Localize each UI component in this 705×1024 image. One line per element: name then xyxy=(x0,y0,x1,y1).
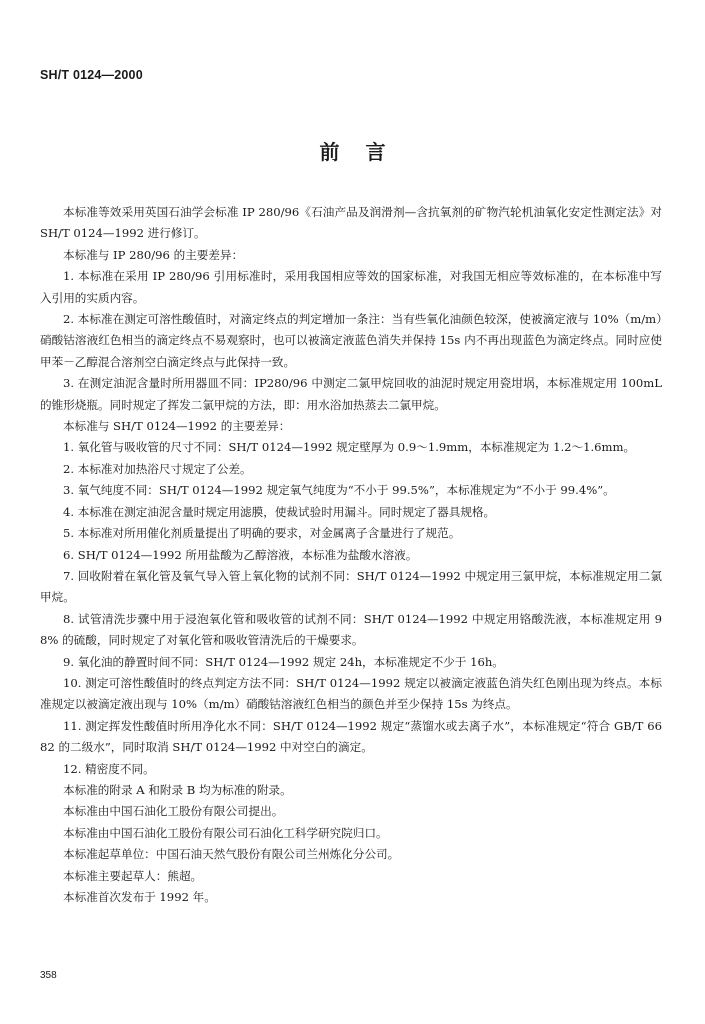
paragraph-sh-diff-3: 3. 氧气纯度不同：SH/T 0124—1992 规定氧气纯度为“不小于 99.5%”，本标准规定为“不小于 99.4%”。 xyxy=(63,483,615,498)
paragraph-sh-diff-9: 9. 氧化油的静置时间不同：SH/T 0124—1992 规定 24h，本标准规定不少于 16h。 xyxy=(63,654,504,669)
paragraph-sh-diff-2: 2. 本标准对加热浴尺寸规定了公差。 xyxy=(63,461,252,476)
paragraph-sh-diff-4: 4. 本标准在测定油泥含量时规定用滤膜，使裁试验时用漏斗。同时规定了器具规格。 xyxy=(63,504,496,519)
paragraph-ip-diff-1: 1. 本标准在采用 IP 280/96 引用标准时，采用我国相应等效的国家标准，对我国无相应等效标准的，在本标准中写入引用的实质内容。 xyxy=(40,269,662,305)
paragraph-sh-diff-5: 5. 本标准对所用催化剂质量提出了明确的要求，对金属离子含量进行了规范。 xyxy=(63,526,461,541)
paragraph-drafting-unit: 本标准起草单位：中国石油天然气股份有限公司兰州炼化分公司。 xyxy=(63,847,400,862)
standard-code-header: SH/T 0124—2000 xyxy=(40,68,143,82)
paragraph-administrator: 本标准由中国石油化工股份有限公司石油化工科学研究院归口。 xyxy=(63,825,388,840)
paragraph-first-issue: 本标准首次发布于 1992 年。 xyxy=(63,890,216,904)
paragraph-sh-diff-1: 1. 氧化管与吸收管的尺寸不同：SH/T 0124—1992 规定壁厚为 0.9～1.9mm，本标准规定为 1.2～1.6mm。 xyxy=(63,440,636,455)
paragraph-intro: 本标准等效采用英国石油学会标准 IP 280/96《石油产品及润滑剂—含抗氧剂的矿物汽轮机油氧化安定性测定法》对 SH/T 0124—1992 进行修订。 xyxy=(40,205,662,241)
page-number: 358 xyxy=(40,970,57,981)
page-title: 前言 xyxy=(319,140,412,164)
paragraph-proposer: 本标准由中国石油化工股份有限公司提出。 xyxy=(63,804,284,819)
paragraph-ip-diff-2: 2. 本标准在测定可溶性酸值时，对滴定终点的判定增加一条注：当有些氧化油颜色较深，使被滴定液与 10%（m/m）硝酸钴溶液红色相当的滴定终点不易观察时，也可以被滴定液蓝色消失并保持 15s 内不再出现蓝色为滴定终点。同时应使甲苯－乙醇混合溶剂空白滴定终点与此保持一致。 xyxy=(40,312,662,369)
paragraph-sh-diff-10: 10. 测定可溶性酸值时的终点判定方法不同：SH/T 0124—1992 规定以被滴定液蓝色消失红色刚出现为终点。本标准规定以被滴定液出现与 10%（m/m）硝酸钴溶液红色相当的颜色并至少保持 15s 为终点。 xyxy=(40,675,662,712)
paragraph-sh-diff-11: 11. 测定挥发性酸值时所用净化水不同：SH/T 0124—1992 规定“蒸馏水或去离子水”，本标准规定“符合 GB/T 6682 的二级水”，同时取消 SH/T 0124—1992 中对空白的滴定。 xyxy=(40,718,662,755)
paragraph-sh-diff-12: 12. 精密度不同。 xyxy=(63,761,155,776)
paragraph-sh-diff-6: 6. SH/T 0124—1992 所用盐酸为乙醇溶液，本标准为盐酸水溶液。 xyxy=(63,547,418,562)
paragraph-sh-diff-8: 8. 试管清洗步骤中用于浸泡氧化管和吸收管的试剂不同：SH/T 0124—1992 中规定用铬酸洗液，本标准规定用 98% 的硫酸，同时规定了对氧化管和吸收管清洗后的干燥要求。 xyxy=(40,611,662,648)
paragraph-drafter: 本标准主要起草人：熊超。 xyxy=(63,868,203,883)
paragraph-ip-diff-heading: 本标准与 IP 280/96 的主要差异： xyxy=(63,247,244,262)
paragraph-appendix-note: 本标准的附录 A 和附录 B 均为标准的附录。 xyxy=(63,782,292,797)
paragraph-sh-diff-7: 7. 回收附着在氧化管及氧气导入管上氧化物的试剂不同：SH/T 0124—1992 中规定用三氯甲烷，本标准规定用二氯甲烷。 xyxy=(40,568,662,605)
foreword-body xyxy=(40,202,662,908)
paragraph-sh-diff-heading: 本标准与 SH/T 0124—1992 的主要差异： xyxy=(63,419,291,434)
paragraph-ip-diff-3: 3. 在测定油泥含量时所用器皿不同：IP280/96 中测定二氯甲烷回收的油泥时规定用瓷坩埚，本标准规定用 100mL 的锥形烧瓶。同时规定了挥发二氯甲烷的方法，即：用水浴加热蒸去二氯甲烷。 xyxy=(40,376,662,412)
